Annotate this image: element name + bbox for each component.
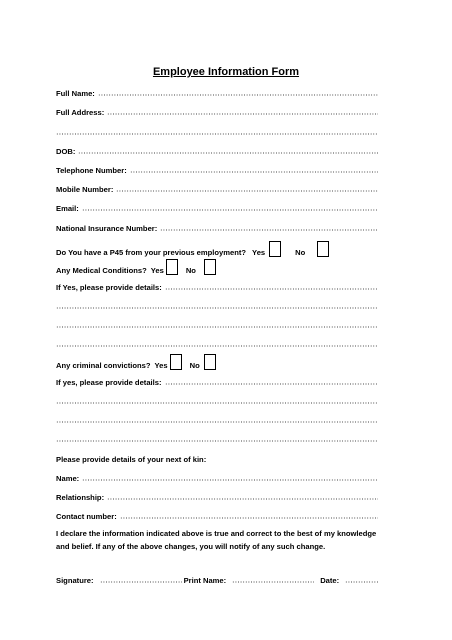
full-address-field-line-2[interactable]	[56, 133, 378, 135]
signature-field[interactable]	[100, 581, 182, 583]
dob-label: DOB:	[56, 147, 76, 156]
telephone-row	[56, 161, 378, 175]
email-row	[56, 199, 378, 213]
full-address-row-2	[56, 123, 378, 137]
p45-yes-label: Yes	[252, 248, 266, 257]
medical-details-line-row	[56, 316, 378, 330]
medical-details-line-row	[56, 297, 378, 311]
p45-yes-checkbox[interactable]	[269, 241, 281, 257]
kin-name-label: Name:	[56, 474, 80, 483]
medical-yes-label: Yes	[150, 266, 164, 275]
date-field[interactable]	[345, 581, 378, 583]
kin-contact-field[interactable]	[120, 517, 378, 519]
medical-details-field[interactable]	[165, 288, 378, 290]
dob-field[interactable]	[78, 152, 378, 154]
criminal-no-label: No	[189, 361, 200, 370]
print-name-field[interactable]	[232, 581, 314, 583]
p45-row	[56, 239, 378, 257]
kin-relationship-row	[56, 488, 378, 502]
ni-label: National Insurance Number:	[56, 224, 158, 233]
criminal-details-line-row	[56, 411, 378, 425]
full-name-field[interactable]	[98, 94, 378, 96]
email-label: Email:	[56, 204, 79, 213]
criminal-details-row	[56, 373, 378, 387]
telephone-label: Telephone Number:	[56, 166, 127, 175]
criminal-details-label: If yes, please provide details:	[56, 378, 162, 387]
criminal-details-line-row	[56, 430, 378, 444]
form-title: Employee Information Form	[152, 66, 300, 78]
kin-relationship-field[interactable]	[107, 498, 378, 500]
full-name-label: Full Name:	[56, 89, 95, 98]
full-address-field[interactable]	[107, 113, 378, 115]
medical-details-line-2[interactable]	[56, 307, 378, 309]
date-label: Date:	[320, 576, 340, 585]
medical-details-line-4[interactable]	[56, 345, 378, 347]
full-name-row	[56, 84, 378, 98]
telephone-field[interactable]	[130, 171, 378, 173]
medical-question: Any Medical Conditions?	[56, 266, 147, 275]
kin-contact-label: Contact number:	[56, 512, 117, 521]
next-of-kin-heading-row	[56, 450, 378, 464]
mobile-row	[56, 180, 378, 194]
criminal-details-line-row	[56, 392, 378, 406]
signature-label: Signature:	[56, 576, 94, 585]
medical-no-checkbox[interactable]	[204, 259, 216, 275]
p45-question: Do You have a P45 from your previous employment?	[56, 248, 247, 257]
dob-row	[56, 142, 378, 156]
kin-name-row	[56, 469, 378, 483]
criminal-yes-label: Yes	[154, 361, 168, 370]
full-address-row	[56, 103, 378, 117]
criminal-details-line-3[interactable]	[56, 421, 378, 423]
medical-row	[56, 258, 378, 275]
declaration-text: I declare the information indicated above is true and correct to the best of my knowledge and belief. If any of the above changes, you will notify of any such change.	[56, 529, 377, 551]
mobile-label: Mobile Number:	[56, 185, 114, 194]
kin-relationship-label: Relationship:	[56, 493, 105, 502]
p45-no-checkbox[interactable]	[317, 241, 329, 257]
medical-yes-checkbox[interactable]	[166, 259, 178, 275]
mobile-field[interactable]	[116, 190, 378, 192]
ni-row	[56, 219, 378, 233]
signature-row	[56, 571, 378, 585]
criminal-yes-checkbox[interactable]	[170, 354, 182, 370]
medical-details-label: If Yes, please provide details:	[56, 283, 162, 292]
p45-no-label: No	[295, 248, 306, 257]
full-address-label: Full Address:	[56, 108, 105, 117]
criminal-no-checkbox[interactable]	[204, 354, 216, 370]
criminal-details-line-2[interactable]	[56, 402, 378, 404]
criminal-question: Any criminal convictions?	[56, 361, 151, 370]
print-name-label: Print Name:	[183, 576, 227, 585]
criminal-row	[56, 353, 378, 370]
medical-details-row	[56, 278, 378, 292]
kin-contact-row	[56, 507, 378, 521]
medical-no-label: No	[185, 266, 196, 275]
email-field[interactable]	[82, 209, 378, 211]
criminal-details-line-4[interactable]	[56, 440, 378, 442]
medical-details-line-row	[56, 335, 378, 349]
next-of-kin-heading: Please provide details of your next of kin:	[56, 455, 207, 464]
criminal-details-field[interactable]	[165, 383, 378, 385]
medical-details-line-3[interactable]	[56, 326, 378, 328]
kin-name-field[interactable]	[82, 479, 378, 481]
ni-field[interactable]	[160, 229, 378, 231]
